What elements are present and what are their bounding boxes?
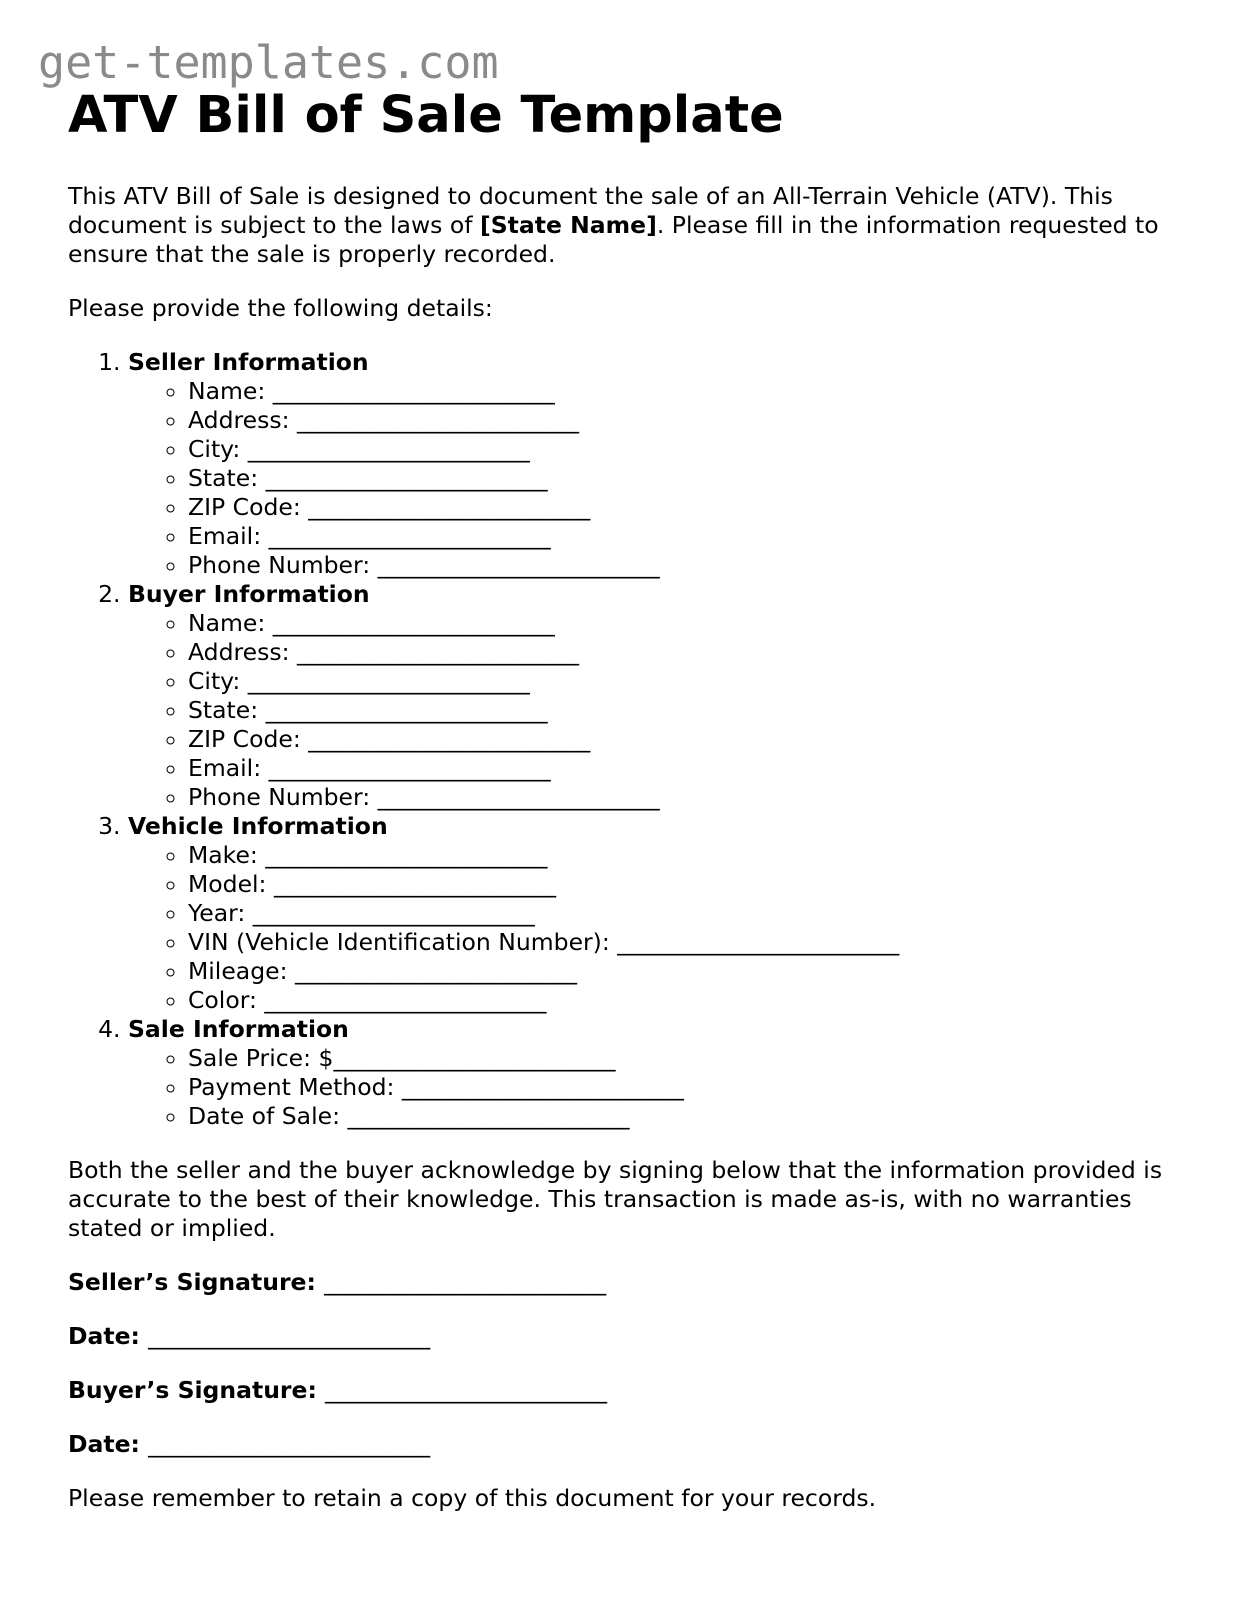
- section-seller: [128, 348, 1188, 580]
- signature-label: Date:: [68, 1429, 140, 1458]
- buyer-city-field: [188, 667, 1188, 696]
- vehicle-model-field: [188, 870, 1188, 899]
- sale-fields: [128, 1044, 1188, 1131]
- fill-blank[interactable]: ________________________: [272, 608, 555, 637]
- field-label: City:: [188, 434, 241, 463]
- fill-blank[interactable]: ________________________: [265, 840, 548, 869]
- fill-blank[interactable]: ________________________: [617, 927, 900, 956]
- section-title: Vehicle Information: [128, 811, 388, 840]
- closing-note: Please remember to retain a copy of this document for your records.: [68, 1483, 877, 1512]
- fill-blank[interactable]: ________________________: [401, 1072, 684, 1101]
- vehicle-year-field: [188, 899, 1188, 928]
- field-label: City:: [188, 666, 241, 695]
- page-title: ATV Bill of Sale Template: [68, 86, 784, 145]
- seller-phone-field: [188, 551, 1188, 580]
- buyer-email-field: [188, 754, 1188, 783]
- buyer-signature-line: [68, 1376, 1188, 1405]
- signature-label: Date:: [68, 1321, 140, 1350]
- buyer-address-field: [188, 638, 1188, 667]
- field-label: ZIP Code:: [188, 724, 301, 753]
- fill-blank[interactable]: ________________________: [347, 1101, 630, 1130]
- sections-list: [68, 348, 1188, 1131]
- fill-blank[interactable]: ________________________: [377, 550, 660, 579]
- buyer-zip-field: [188, 725, 1188, 754]
- fill-blank[interactable]: ________________________: [272, 376, 555, 405]
- field-label: ZIP Code:: [188, 492, 301, 521]
- intro-text-2: . Please fill in the information requested to ensure that the sale is properly recorded.: [68, 210, 1159, 268]
- fill-blank[interactable]: ________________________: [247, 666, 530, 695]
- fill-blank[interactable]: ________________________: [268, 521, 551, 550]
- details-prompt: Please provide the following details:: [68, 293, 493, 322]
- fill-blank[interactable]: ________________________: [297, 405, 579, 434]
- fill-blank[interactable]: ________________________: [297, 637, 579, 666]
- vehicle-make-field: [188, 841, 1188, 870]
- fill-blank[interactable]: ________________________: [308, 724, 591, 753]
- signature-blank[interactable]: ________________________: [325, 1375, 608, 1404]
- field-label: Email:: [188, 753, 262, 782]
- field-label: Year:: [188, 898, 246, 927]
- fill-blank[interactable]: ________________________: [273, 869, 556, 898]
- field-label: Name:: [188, 376, 266, 405]
- seller-city-field: [188, 435, 1188, 464]
- vehicle-vin-field: [188, 928, 1188, 957]
- intro-text-1: This ATV Bill of Sale is designed to document the sale of an All-Terrain Vehicle (ATV). This document is subject to the laws of: [68, 181, 1113, 239]
- field-label: State:: [188, 463, 259, 492]
- field-label: Mileage:: [188, 956, 288, 985]
- section-buyer: [128, 580, 1188, 812]
- field-label: VIN (Vehicle Identification Number):: [188, 927, 610, 956]
- buyer-state-field: [188, 696, 1188, 725]
- fill-blank[interactable]: ________________________: [377, 782, 660, 811]
- field-label: Date of Sale:: [188, 1101, 340, 1130]
- section-vehicle: [128, 812, 1188, 1015]
- signature-blank[interactable]: ________________________: [148, 1429, 431, 1458]
- signature-blank[interactable]: ________________________: [148, 1321, 431, 1350]
- fill-blank[interactable]: ________________________: [264, 985, 547, 1014]
- seller-signature-line: [68, 1268, 1188, 1297]
- seller-name-field: [188, 377, 1188, 406]
- intro-paragraph: [68, 182, 1188, 269]
- watermark: get-templates.com: [38, 36, 499, 89]
- date-of-sale-field: [188, 1102, 1188, 1131]
- seller-fields: [128, 377, 1188, 580]
- vehicle-mileage-field: [188, 957, 1188, 986]
- seller-state-field: [188, 464, 1188, 493]
- signature-label: Buyer’s Signature:: [68, 1375, 317, 1404]
- field-label: Color:: [188, 985, 257, 1014]
- field-label: State:: [188, 695, 259, 724]
- seller-address-field: [188, 406, 1188, 435]
- fill-blank[interactable]: ________________________: [333, 1043, 616, 1072]
- fill-blank[interactable]: ________________________: [294, 956, 577, 985]
- payment-method-field: [188, 1073, 1188, 1102]
- signature-blank[interactable]: ________________________: [324, 1267, 607, 1296]
- acknowledgement-paragraph: Both the seller and the buyer acknowledge by signing below that the information provided is accurate to the best of their knowledge. This transaction is made as-is, with no warranties stated or implied.: [68, 1155, 1163, 1242]
- section-title: Sale Information: [128, 1014, 349, 1043]
- field-label: Phone Number:: [188, 782, 371, 811]
- vehicle-fields: [128, 841, 1188, 1015]
- seller-zip-field: [188, 493, 1188, 522]
- fill-blank[interactable]: ________________________: [247, 434, 530, 463]
- vehicle-color-field: [188, 986, 1188, 1015]
- fill-blank[interactable]: ________________________: [308, 492, 591, 521]
- field-label: Address:: [188, 405, 290, 434]
- field-label: Email:: [188, 521, 262, 550]
- section-sale: [128, 1015, 1188, 1131]
- fill-blank[interactable]: ________________________: [265, 463, 548, 492]
- state-name-placeholder: [State Name]: [480, 210, 657, 239]
- buyer-date-line: [68, 1430, 1188, 1459]
- buyer-phone-field: [188, 783, 1188, 812]
- buyer-fields: [128, 609, 1188, 812]
- document-body: [68, 84, 1188, 1513]
- fill-blank[interactable]: ________________________: [252, 898, 535, 927]
- field-label: Address:: [188, 637, 290, 666]
- seller-date-line: [68, 1322, 1188, 1351]
- field-label: Model:: [188, 869, 267, 898]
- fill-blank[interactable]: ________________________: [268, 753, 551, 782]
- seller-email-field: [188, 522, 1188, 551]
- section-title: Seller Information: [128, 347, 369, 376]
- sale-price-field: [188, 1044, 1188, 1073]
- field-label: Make:: [188, 840, 258, 869]
- fill-blank[interactable]: ________________________: [265, 695, 548, 724]
- field-label: Phone Number:: [188, 550, 371, 579]
- section-title: Buyer Information: [128, 579, 370, 608]
- field-label: Name:: [188, 608, 266, 637]
- field-label: Sale Price: $: [188, 1043, 334, 1072]
- field-label: Payment Method:: [188, 1072, 395, 1101]
- signature-label: Seller’s Signature:: [68, 1267, 316, 1296]
- buyer-name-field: [188, 609, 1188, 638]
